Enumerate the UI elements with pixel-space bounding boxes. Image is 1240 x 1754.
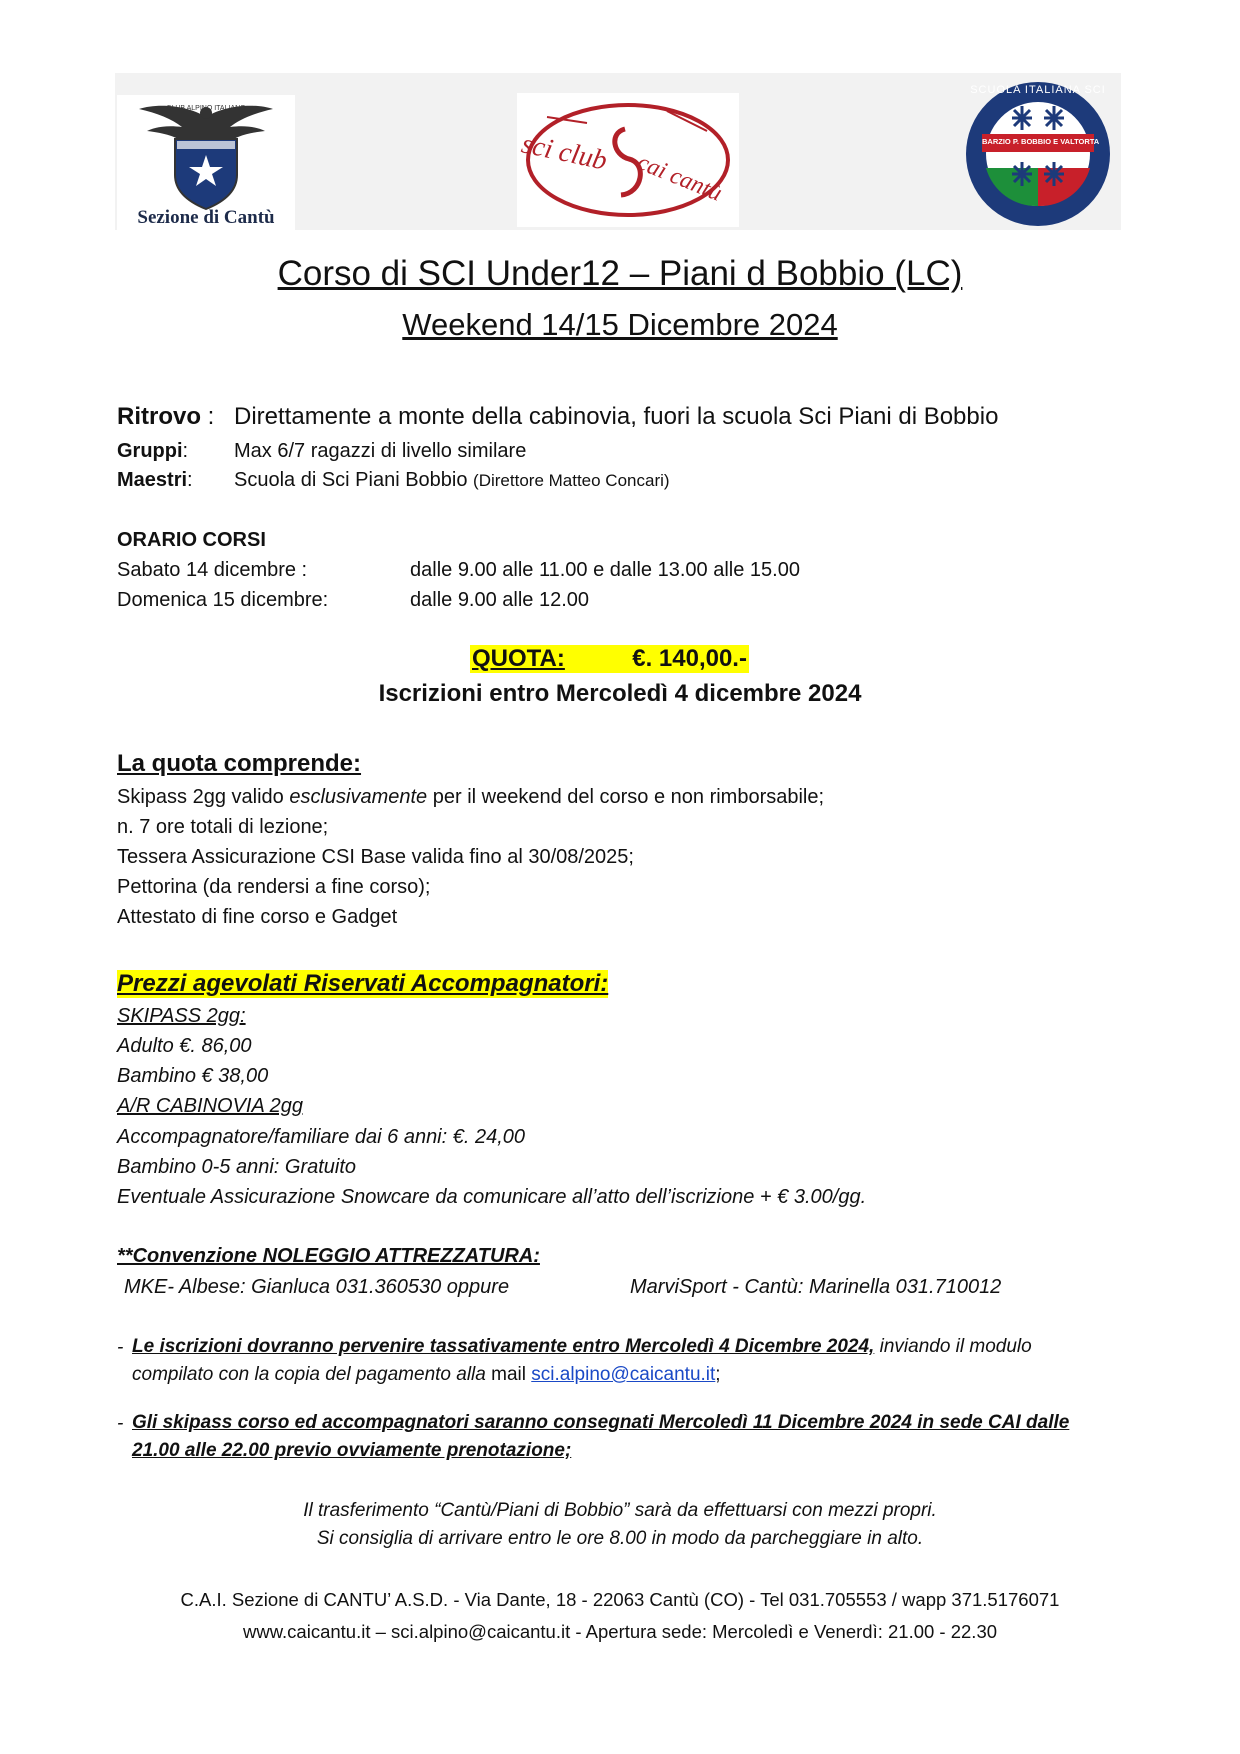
schedule-heading: ORARIO CORSI [117,529,266,551]
footer-line-2: www.caicantu.it – sci.alpino@caicantu.it - Apertura sede: Mercoledì e Venerdì: 21.00 - 22.30 [242,1621,998,1642]
cai-section-name: Sezione di Cantù [137,207,275,228]
footer-line-1: C.A.I. Sezione di CANTU’ A.S.D. - Via Dante, 18 - 22063 Cantù (CO) - Tel 031.705553 / wapp 371.5176071 [180,1589,1060,1610]
transfer-line-1: Il trasferimento “Cantù/Piani di Bobbio” sarà da effettuarsi con mezzi propri. [303,1500,937,1521]
note-1-line-1 [132,1336,1032,1358]
gruppi-row [117,440,188,463]
maestri-sep: : [187,469,193,491]
ritrovo-value: Direttamente a monte della cabinovia, fuori la scuola Sci Piani di Bobbio [234,403,999,430]
includes-skipass-emph: esclusivamente [289,786,428,808]
note-bullet: - [117,1337,124,1358]
includes-skipass-a: Skipass 2gg valido [117,786,290,808]
includes-item: Attestato di fine corso e Gadget [117,906,398,928]
sci-club-logo [517,93,739,227]
schedule-day-2: Domenica 15 dicembre: [117,589,329,611]
note-1-line-2 [132,1364,721,1386]
ski-school-logo [962,78,1114,230]
maestri-row [117,469,193,492]
page-subtitle: Weekend 14/15 Dicembre 2024 [402,307,838,342]
cai-top-text: CLUB ALPINO ITALIANO [166,105,246,112]
includes-skipass [117,786,824,809]
includes-heading: La quota comprende: [117,750,362,777]
schedule-hours-1: dalle 9.00 alle 11.00 e dalle 13.00 alle 15.00 [410,559,800,581]
cai-cantu-text: cai cantù [633,149,726,207]
includes-item: n. 7 ore totali di lezione; [117,816,329,838]
cabinovia-item: Bambino 0-5 anni: Gratuito [117,1156,357,1178]
ritrovo-sep: : [201,403,215,430]
note-1-mail: mail [485,1364,532,1385]
maestri-label: Maestri [117,469,188,491]
transfer-line-2: Si consiglia di arrivare entro le ore 8.00 in modo da parcheggiare in alto. [316,1528,924,1549]
skipass-item: Bambino € 38,00 [117,1065,269,1087]
note-1-text: compilato con la copia del pagamento alla [132,1364,486,1385]
cabinovia-heading: A/R CABINOVIA 2gg [117,1095,303,1117]
maestri-director: (Direttore Matteo Concari) [473,471,670,490]
note-2-line-2: 21.00 alle 22.00 previo ovviamente prenotazione; [132,1440,572,1461]
cabinovia-item: Eventuale Assicurazione Snowcare da comunicare all’atto dell’iscrizione + € 3.00/gg. [117,1186,867,1208]
schedule-day-1: Sabato 14 dicembre : [117,559,308,581]
rental-shop-2: MarviSport - Cantù: Marinella 031.710012 [630,1276,1002,1298]
quota-label: QUOTA: [472,645,565,672]
rental-shop-1: MKE- Albese: Gianluca 031.360530 oppure [124,1276,510,1298]
includes-item: Pettorina (da rendersi a fine corso); [117,876,431,898]
discounts-heading: Prezzi agevolati Riservati Accompagnatori: [117,970,609,997]
note-1-end: ; [715,1364,721,1385]
quota-amount: €. 140,00.- [632,645,747,672]
note-bullet: - [117,1413,124,1434]
maestri-value [234,469,670,492]
ski-school-ring-text: SCUOLA ITALIANA SCI [970,84,1106,96]
note-1-rest: inviando il modulo [874,1336,1032,1357]
gruppi-label: Gruppi [117,440,183,462]
schedule-hours-2: dalle 9.00 alle 12.00 [410,589,590,611]
quota-deadline: Iscrizioni entro Mercoledì 4 dicembre 2024 [378,680,862,707]
includes-skipass-c: per il weekend del corso e non rimborsabile; [427,786,825,808]
quota-box [470,645,749,673]
includes-item: Tessera Assicurazione CSI Base valida fino al 30/08/2025; [117,846,634,868]
cai-logo [117,95,295,230]
ritrovo-label: Ritrovo [117,403,201,430]
page-title: Corso di SCI Under12 – Piani d Bobbio (LC) [277,254,963,293]
skipass-item: Adulto €. 86,00 [117,1035,252,1057]
note-2-line-1: Gli skipass corso ed accompagnatori saranno consegnati Mercoledì 11 Dicembre 2024 in sede CAI dalle [132,1412,1070,1433]
maestri-school: Scuola di Sci Piani Bobbio [234,469,468,491]
gruppi-sep: : [182,440,189,462]
gruppi-value: Max 6/7 ragazzi di livello similare [234,440,527,462]
ski-school-badge-icon [962,78,1114,230]
ritrovo-row [117,403,214,431]
ski-school-band-text: BARZIO P. BOBBIO E VALTORTA [982,137,1100,146]
skipass-heading: SKIPASS 2gg: [117,1005,246,1027]
rental-heading: **Convenzione NOLEGGIO ATTREZZATURA: [117,1245,540,1267]
note-1-bold: Le iscrizioni dovranno pervenire tassativamente entro Mercoledì 4 Dicembre 2024, [132,1336,875,1357]
cabinovia-item: Accompagnatore/familiare dai 6 anni: €. 24,00 [117,1126,526,1148]
sci-club-text: sci club [518,128,610,177]
email-link[interactable]: sci.alpino@caicantu.it [531,1364,716,1385]
